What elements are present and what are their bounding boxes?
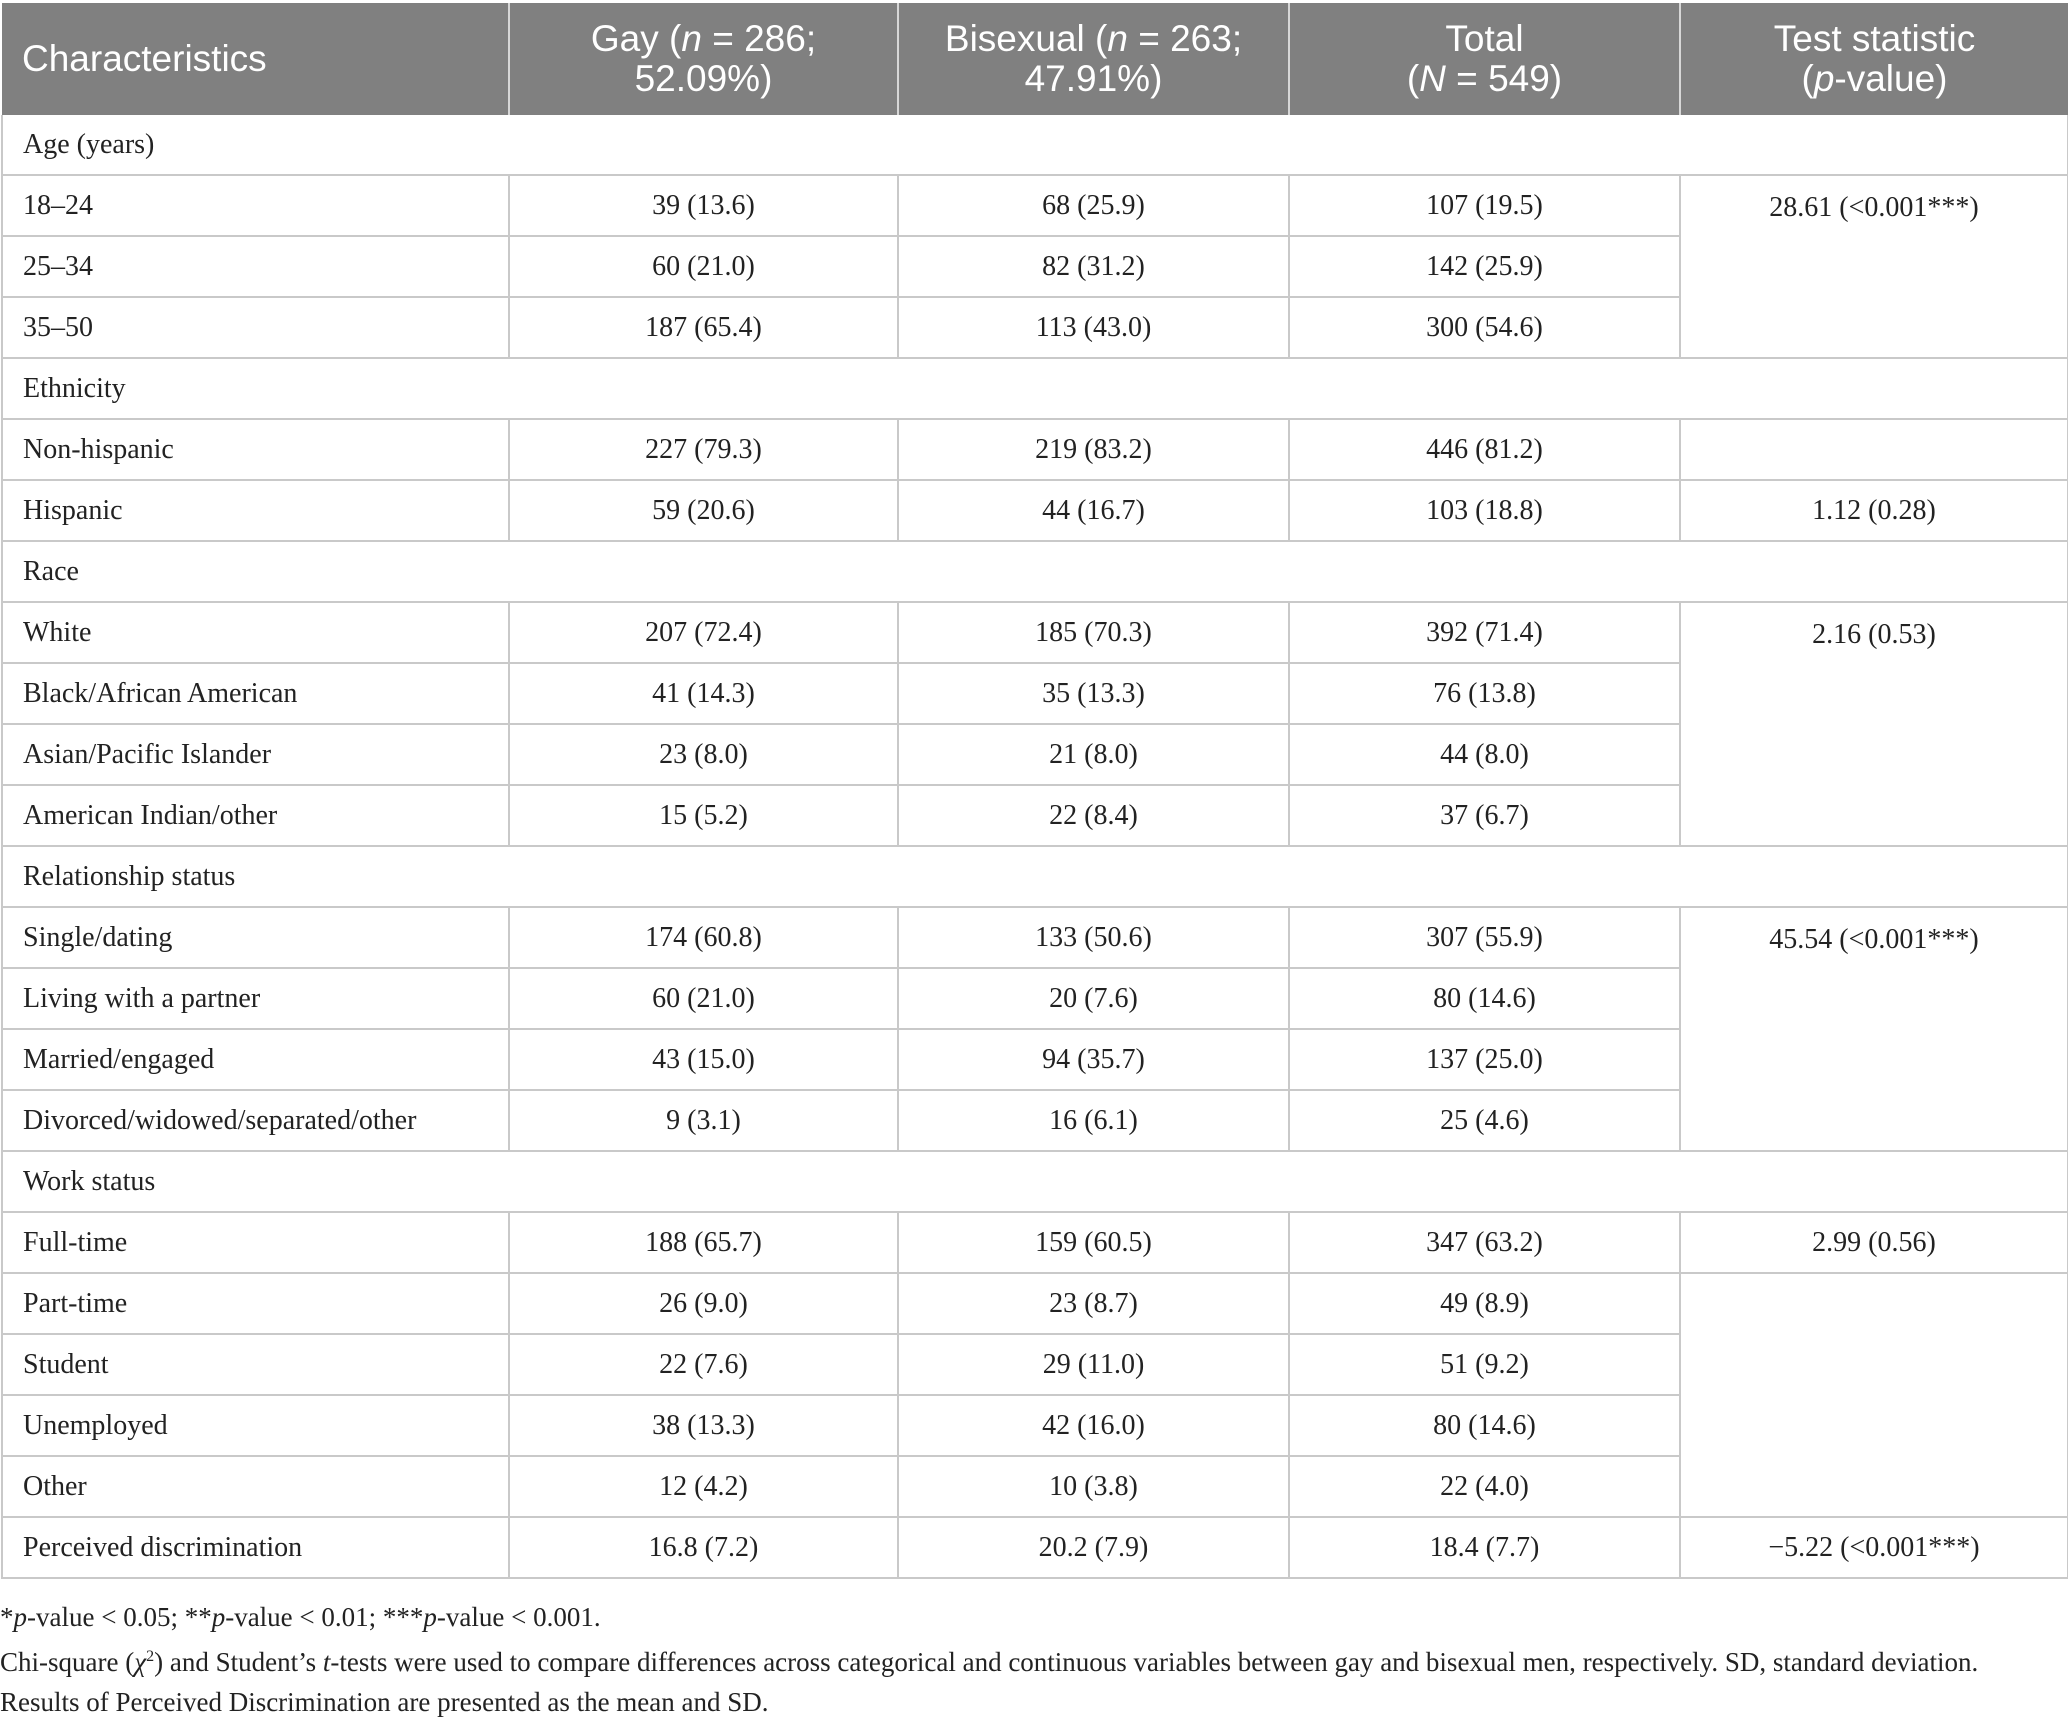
total-cell: 446 (81.2)	[1289, 419, 1680, 480]
total-cell: 307 (55.9)	[1289, 907, 1680, 968]
bisexual-cell: 44 (16.7)	[898, 480, 1289, 541]
gay-cell: 59 (20.6)	[509, 480, 898, 541]
bisexual-cell: 68 (25.9)	[898, 175, 1289, 236]
test-statistic-cell: −5.22 (<0.001***)	[1680, 1517, 2068, 1578]
bisexual-cell: 94 (35.7)	[898, 1029, 1289, 1090]
row-label: Non-hispanic	[2, 419, 509, 480]
bisexual-cell: 113 (43.0)	[898, 297, 1289, 358]
total-cell: 103 (18.8)	[1289, 480, 1680, 541]
gay-cell: 39 (13.6)	[509, 175, 898, 236]
total-cell: 37 (6.7)	[1289, 785, 1680, 846]
total-cell: 25 (4.6)	[1289, 1090, 1680, 1151]
section-label: Age (years)	[2, 115, 2068, 175]
bisexual-cell: 133 (50.6)	[898, 907, 1289, 968]
gay-cell: 26 (9.0)	[509, 1273, 898, 1334]
header-bisexual: Bisexual (n = 263; 47.91%)	[898, 3, 1289, 115]
section-label: Relationship status	[2, 846, 2068, 907]
methods-footnote: Chi-square $(\chi^2)$ and Student’s t-tests were used to compare differences across categorical and continuous variables between gay and bisexual men, respectively. SD, standard deviation. Results of Perceived Discrimination are presented as the mean and SD.	[0, 1647, 1979, 1717]
bisexual-cell: 159 (60.5)	[898, 1212, 1289, 1273]
section-row-work	[2, 1151, 2068, 1212]
header-gay: Gay (n = 286; 52.09%)	[509, 3, 898, 115]
gay-cell: 174 (60.8)	[509, 907, 898, 968]
row-label: 35–50	[2, 297, 509, 358]
significance-footnote: *p-value < 0.05; **p-value < 0.01; ***p-value < 0.001.	[0, 1602, 601, 1632]
bisexual-cell: 35 (13.3)	[898, 663, 1289, 724]
row-label: White	[2, 602, 509, 663]
bisexual-cell: 10 (3.8)	[898, 1456, 1289, 1517]
test-statistic-cell: 2.16 (0.53)	[1680, 602, 2068, 846]
row-label: Full-time	[2, 1212, 509, 1273]
bisexual-cell: 29 (11.0)	[898, 1334, 1289, 1395]
gay-cell: 227 (79.3)	[509, 419, 898, 480]
row-label: Other	[2, 1456, 509, 1517]
section-row-relationship	[2, 846, 2068, 907]
total-cell: 49 (8.9)	[1289, 1273, 1680, 1334]
section-row-race	[2, 541, 2068, 602]
test-statistic-cell: 28.61 (<0.001***)	[1680, 175, 2068, 358]
total-cell: 51 (9.2)	[1289, 1334, 1680, 1395]
row-label: Black/African American	[2, 663, 509, 724]
gay-cell: 41 (14.3)	[509, 663, 898, 724]
demographics-table	[1, 3, 2068, 1579]
row-label: Hispanic	[2, 480, 509, 541]
header-total: Total (N = 549)	[1289, 3, 1680, 115]
total-cell: 44 (8.0)	[1289, 724, 1680, 785]
section-label: Ethnicity	[2, 358, 2068, 419]
bisexual-cell: 185 (70.3)	[898, 602, 1289, 663]
bisexual-cell: 16 (6.1)	[898, 1090, 1289, 1151]
gay-cell: 12 (4.2)	[509, 1456, 898, 1517]
bisexual-cell: 20.2 (7.9)	[898, 1517, 1289, 1578]
gay-cell: 43 (15.0)	[509, 1029, 898, 1090]
total-cell: 392 (71.4)	[1289, 602, 1680, 663]
total-cell: 300 (54.6)	[1289, 297, 1680, 358]
row-label: Part-time	[2, 1273, 509, 1334]
total-cell: 80 (14.6)	[1289, 968, 1680, 1029]
gay-cell: 187 (65.4)	[509, 297, 898, 358]
row-label: Asian/Pacific Islander	[2, 724, 509, 785]
table-row	[2, 419, 2068, 480]
header-row	[2, 3, 2068, 115]
gay-cell: 9 (3.1)	[509, 1090, 898, 1151]
total-cell: 347 (63.2)	[1289, 1212, 1680, 1273]
total-cell: 80 (14.6)	[1289, 1395, 1680, 1456]
total-cell: 137 (25.0)	[1289, 1029, 1680, 1090]
bisexual-cell: 22 (8.4)	[898, 785, 1289, 846]
test-statistic-cell: 45.54 (<0.001***)	[1680, 907, 2068, 1151]
header-test-statistic: Test statistic (p-value)	[1680, 3, 2068, 115]
row-label: Single/dating	[2, 907, 509, 968]
gay-cell: 188 (65.7)	[509, 1212, 898, 1273]
row-label: Student	[2, 1334, 509, 1395]
empty-stat-cell	[1680, 1273, 2068, 1517]
row-label: Divorced/widowed/separated/other	[2, 1090, 509, 1151]
bisexual-cell: 42 (16.0)	[898, 1395, 1289, 1456]
table-row	[2, 1273, 2068, 1334]
table-footnotes	[0, 1597, 2062, 1722]
bisexual-cell: 219 (83.2)	[898, 419, 1289, 480]
gay-cell: 38 (13.3)	[509, 1395, 898, 1456]
total-cell: 76 (13.8)	[1289, 663, 1680, 724]
table-row	[2, 602, 2068, 663]
bisexual-cell: 21 (8.0)	[898, 724, 1289, 785]
gay-cell: 16.8 (7.2)	[509, 1517, 898, 1578]
row-label: 18–24	[2, 175, 509, 236]
gay-cell: 15 (5.2)	[509, 785, 898, 846]
gay-cell: 207 (72.4)	[509, 602, 898, 663]
gay-cell: 23 (8.0)	[509, 724, 898, 785]
table-row	[2, 907, 2068, 968]
table-row	[2, 1517, 2068, 1578]
gay-cell: 22 (7.6)	[509, 1334, 898, 1395]
section-row-ethnicity	[2, 358, 2068, 419]
gay-cell: 60 (21.0)	[509, 968, 898, 1029]
row-label: 25–34	[2, 236, 509, 297]
total-cell: 107 (19.5)	[1289, 175, 1680, 236]
test-statistic-cell: 1.12 (0.28)	[1680, 480, 2068, 541]
table-row	[2, 1212, 2068, 1273]
bisexual-cell: 20 (7.6)	[898, 968, 1289, 1029]
table-row	[2, 480, 2068, 541]
empty-stat-cell	[1680, 419, 2068, 480]
bisexual-cell: 23 (8.7)	[898, 1273, 1289, 1334]
section-row-age	[2, 115, 2068, 175]
section-label: Work status	[2, 1151, 2068, 1212]
table-row	[2, 175, 2068, 236]
section-label: Race	[2, 541, 2068, 602]
row-label: Married/engaged	[2, 1029, 509, 1090]
row-label: Perceived discrimination	[2, 1517, 509, 1578]
row-label: Unemployed	[2, 1395, 509, 1456]
total-cell: 142 (25.9)	[1289, 236, 1680, 297]
bisexual-cell: 82 (31.2)	[898, 236, 1289, 297]
test-statistic-cell: 2.99 (0.56)	[1680, 1212, 2068, 1273]
gay-cell: 60 (21.0)	[509, 236, 898, 297]
header-characteristics: Characteristics	[2, 3, 509, 115]
total-cell: 18.4 (7.7)	[1289, 1517, 1680, 1578]
row-label: Living with a partner	[2, 968, 509, 1029]
total-cell: 22 (4.0)	[1289, 1456, 1680, 1517]
row-label: American Indian/other	[2, 785, 509, 846]
